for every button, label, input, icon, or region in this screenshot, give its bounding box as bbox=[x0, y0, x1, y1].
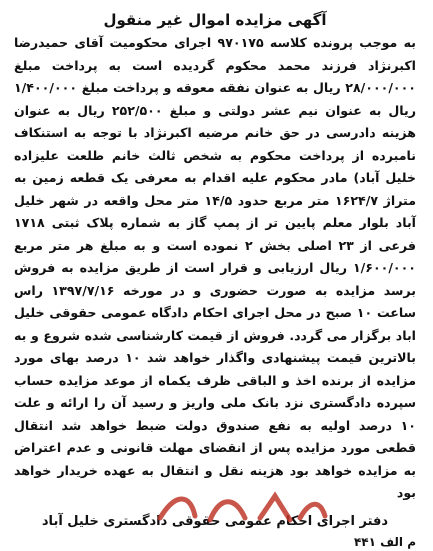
notice-title: آگهی مزایده اموال غیر منقول bbox=[103, 11, 327, 29]
issuer-signature: دفتر اجرای احکام عمومی حقوقی دادگستری خلیل آباد bbox=[41, 513, 389, 529]
red-stamp-mark bbox=[150, 488, 330, 528]
auction-notice bbox=[6, 2, 424, 549]
reference-number: م الف ۴۴۱ bbox=[353, 534, 416, 549]
notice-body: به موجب پرونده کلاسه ۹۷۰۱۷۵ اجرای محکومیت آقای حمیدرضا اکبرنژاد فرزند محمد محکوم گردیده است به پرداخت مبلغ ۲۸/۰۰۰/۰۰۰ ریال به عنوان نفقه معوقه و پرداخت مبلغ ۱/۴۰۰/۰۰۰ ریال به عنوان نیم عشر دولتی و مبلغ ۲۵۲/۵۰۰ ریال به عنوان هزینه دادرسی در حق خانم مرضیه اکبرنژاد با توجه به استنکاف نامبرده از پرداخت محکوم به شخص ثالث خانم طلعت علیزاده خلیل آباد) مادر محکوم علیه اقدام به معرفی یک قطعه زمین به متراژ ۱۶۲۴/۷ متر مربع حدود ۱۴/۵ متر محل واقعه در شهر خلیل آباد بلوار معلم پایین تر از پمپ گاز به شماره پلاک ثبتی ۱۷۱۸ فرعی از ۲۳ اصلی بخش ۲ نموده است و به مبلغ هر متر مربع ۱/۶۰۰/۰۰۰ ریال ارزیابی و قرار است از طریق مزایده به فروش برسد مزایده به صورت حضوری و در مورخه ۱۳۹۷/۷/۱۶ راس ساعت ۱۰ صبح در محل اجرای احکام دادگاه عمومی حقوقی خلیل اباد برگزار می گردد. فروش از قیمت کارشناسی شده شروع و به بالاترین قیمت پیشنهادی واگذار خواهد شد ۱۰ درصد بهای مورد مزایده از برنده اخذ و الباقی ظرف یکماه از موعد مزایده حساب سپرده دادگستری نزد بانک ملی واریز و رسید آن را ارائه و علت ۱۰ درصد اولیه به نفع صندوق دولت ضبط خواهد شد انتقال قطعی مورد مزایده پس از انقضای مهلت قانونی و عدم اعتراض به مزایده خواهد بود هزینه نقل و انتقال به عهده خریدار خواهد بود bbox=[14, 35, 416, 500]
stamp-scribble-icon bbox=[150, 488, 330, 528]
